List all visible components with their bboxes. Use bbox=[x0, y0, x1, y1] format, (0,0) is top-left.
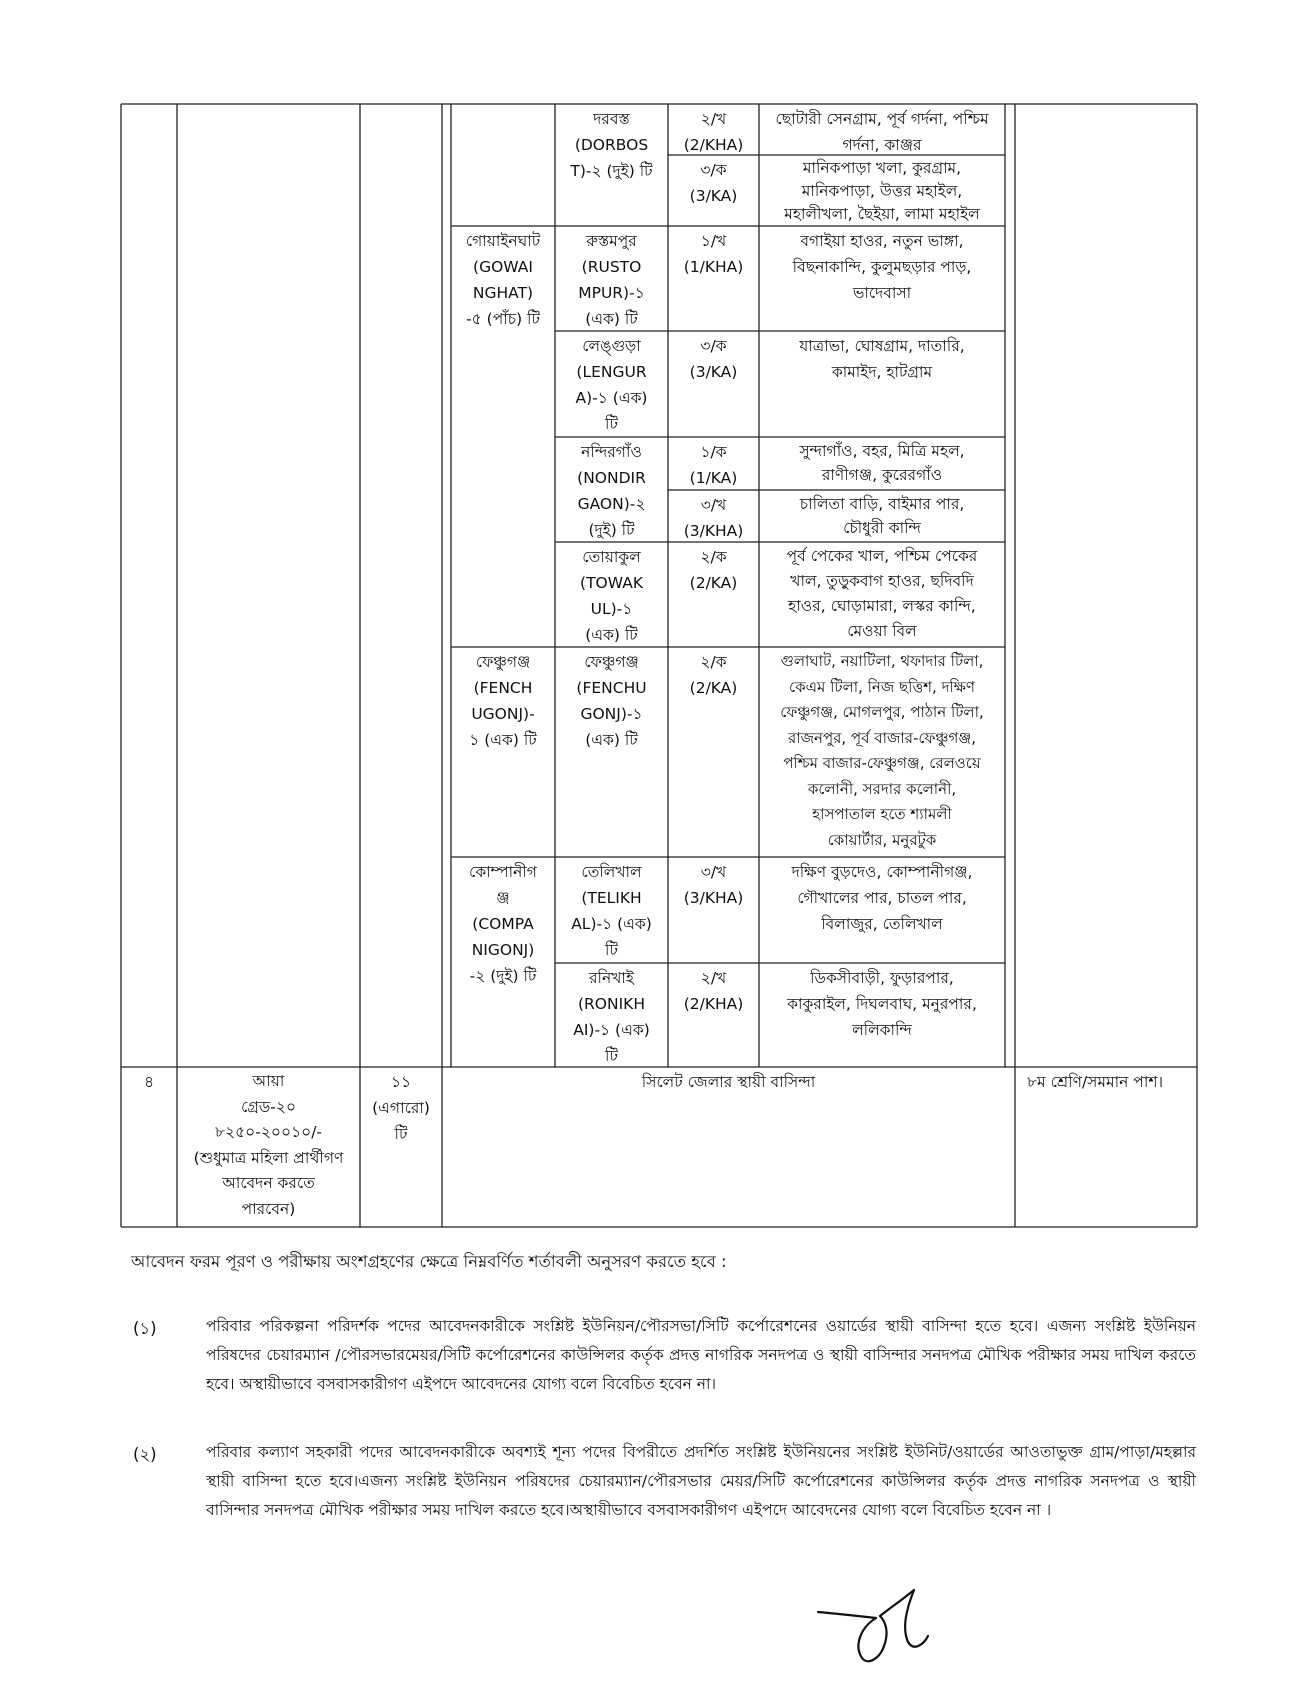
village-list: বগাইয়া হাওর, নতুন ভাঙ্গা, বিছনাকান্দি, কুলুমছড়ার পাড়, ভাদেবাসা bbox=[792, 232, 972, 302]
village-list: চালিতা বাড়ি, বাইমার পার, চৌধুরী কান্দি bbox=[799, 495, 965, 537]
conditions-intro: আবেদন ফরম পূরণ ও পরীক্ষায় অংশগ্রহণের ক্ষেত্রে নিম্নবর্ণিত শর্তাবলী অনুসরণ করতে হবে : bbox=[131, 1252, 727, 1271]
village-list: পূর্ব পেকের খাল, পশ্চিম পেকের খাল, তুড়ুকবাগ হাওর, ছদিবদি হাওর, ঘোড়ামারা, লস্কর কান্দি, মেওয়া বিল bbox=[786, 547, 978, 640]
union-towakul: তোয়াকুল (TOWAK UL)-১ (এক) টি bbox=[580, 548, 643, 644]
condition-number: (১) bbox=[133, 1319, 157, 1338]
union-dorbost: দরবস্ত (DORBOS T)-২ (দুই) টি bbox=[570, 110, 653, 180]
upazila-gowainghat: গোয়াইনঘাট (GOWAI NGHAT) -৫ (পাঁচ) টি bbox=[465, 232, 541, 328]
condition-text: পরিবার পরিকল্পনা পরিদর্শক পদের আবেদনকারীকে সংশ্লিষ্ট ইউনিয়ন/পৌরসভা/সিটি কর্পোরেশনের ওয়ার্ডের স্থায়ী বাসিন্দা হতে হবে। এজন্য সংশ্লিষ্ট ইউনিয়ন পরিষদের চেয়ারম্যান /পৌরসভারমেয়র/সিটি কর্পোরেশনের কাউন্সিলর কর্তৃক প্রদত্ত নাগরিক সনদপত্র ও স্থায়ী বাসিন্দার সনদপত্র মৌখিক পরীক্ষার সময় দাখিল করতে হবে। অস্থায়ীভাবে বসবাসকারীগণ এইপদে আবেদনের যোগ্য বলে বিবেচিত হবেন না। bbox=[206, 1317, 1196, 1393]
village-list: যাত্রাভা, ঘোষগ্রাম, দাতারি, কামাইদ, হাটগ্রাম bbox=[799, 337, 965, 381]
upazila-fenchugonj: ফেঞ্চুগঞ্জ (FENCH UGONJ)- ১ (এক) টি bbox=[469, 653, 537, 749]
ward-cell: ২/খ (2/KHA) bbox=[683, 969, 744, 1013]
row4-count: ১১ (এগারো) টি bbox=[372, 1073, 430, 1143]
village-list: ডিকসীবাড়ী, ফুড়ারপার, কাকুরাইল, দিঘলবাঘ, মনুরপার, ললিকান্দি bbox=[787, 969, 977, 1039]
union-lengura: লেঙ্গুড়া (LENGUR A)-১ (এক) টি bbox=[575, 337, 648, 433]
union-telikhal: তেলিখাল (TELIKH AL)-১ (এক) টি bbox=[571, 863, 652, 959]
ward-cell: ৩/ক (3/KA) bbox=[689, 161, 738, 205]
ward-cell: ২/খ (2/KHA) bbox=[683, 110, 744, 154]
row4-quota: সিলেট জেলার স্থায়ী বাসিন্দা bbox=[641, 1073, 816, 1091]
row4-post: আয়া গ্রেড-২০ ৮২৫০-২০০১০/- (শুধুমাত্র মহিলা প্রার্থীগণ আবেদন করতে পারবেন) bbox=[193, 1072, 344, 1218]
village-list: গুলাঘাট, নয়াটিলা, থফাদার টিলা, কেএম টিলা, নিজ ছত্তিশ, দক্ষিণ ফেঞ্চুগঞ্জ, মোগলপুর, পাঠান টিলা, রাজনপুর, পূর্ব বাজার-ফেঞ্চুগঞ্জ, পশ্চিম বাজার-ফেঞ্চুগঞ্জ, রেলওয়ে কলোনী, সরদার কলোনী, হাসপাতাল হতে শ্যামলী কোয়ার্টার, মনুরটুক bbox=[780, 652, 984, 849]
ward-cell: ৩/খ (3/KHA) bbox=[683, 496, 744, 540]
condition-text: পরিবার কল্যাণ সহকারী পদের আবেদনকারীকে অবশ্যই শূন্য পদের বিপরীতে প্রদর্শিত সংশ্লিষ্ট ইউনিয়নের সংশ্লিষ্ট ইউনিট/ওয়ার্ডের আওতাভুক্ত গ্রাম/পাড়া/মহল্লার স্থায়ী বাসিন্দা হতে হবে।এজন্য সংশ্লিষ্ট ইউনিয়ন পরিষদের চেয়ারম্যান/পৌরসভার মেয়র/সিটি কর্পোরেশনের কাউন্সিলর কর্তৃক প্রদত্ত নাগরিক সনদপত্র ও স্থায়ী বাসিন্দার সনদপত্র মৌখিক পরীক্ষার সময় দাখিল করতে হবে।অস্থায়ীভাবে বসবাসকারীগণ এইপদে আবেদনের যোগ্য বলে বিবেচিত হবেন না । bbox=[206, 1443, 1196, 1519]
row4-serial: ৪ bbox=[143, 1073, 155, 1091]
village-list: সুন্দাগাঁও, বহর, মিত্রি মহল, রাণীগঞ্জ, কুরেরগাঁও bbox=[799, 442, 965, 484]
union-fenchugonj: ফেঞ্চুগঞ্জ (FENCHU GONJ)-১ (এক) টি bbox=[576, 653, 647, 749]
ward-cell: ৩/খ (3/KHA) bbox=[683, 863, 744, 907]
union-nondirgaon: নন্দিরগাঁও (NONDIR GAON)-২ (দুই) টি bbox=[577, 443, 646, 539]
ward-cell: ৩/ক (3/KA) bbox=[689, 337, 738, 381]
village-list: ছোটারী সেনগ্রাম, পূর্ব গর্দনা, পশ্চিম গর্দনা, কাঞ্জর bbox=[775, 110, 989, 154]
union-ronikhai: রনিখাই (RONIKH AI)-১ (এক) টি bbox=[573, 969, 650, 1065]
row4-qualification: ৮ম শ্রেণি/সমমান পাশ। bbox=[1027, 1073, 1164, 1091]
village-list: মানিকপাড়া খলা, কুরগ্রাম, মানিকপাড়া, উত্তর মহাইল, মহালীখলা, ছৈইয়া, লামা মহাইল bbox=[784, 159, 980, 223]
ward-cell: ১/ক (1/KA) bbox=[689, 443, 738, 487]
ward-cell: ২/ক (2/KA) bbox=[689, 653, 738, 697]
union-rustompur: রুস্তমপুর (RUSTO MPUR)-১ (এক) টি bbox=[578, 232, 645, 328]
ward-cell: ২/ক (2/KA) bbox=[689, 548, 738, 592]
ward-cell: ১/খ (1/KHA) bbox=[683, 232, 744, 276]
signature bbox=[810, 1580, 960, 1690]
condition-number: (২) bbox=[133, 1445, 157, 1464]
village-list: দক্ষিণ বুড়দেও, কোম্পানীগঞ্জ, গৌখালের পার, চাতল পার, বিলাজুর, তেলিখাল bbox=[791, 863, 973, 933]
upazila-companigonj: কোম্পানীগ ঞ্জ (COMPA NIGONJ) -২ (দুই) টি bbox=[469, 863, 537, 985]
